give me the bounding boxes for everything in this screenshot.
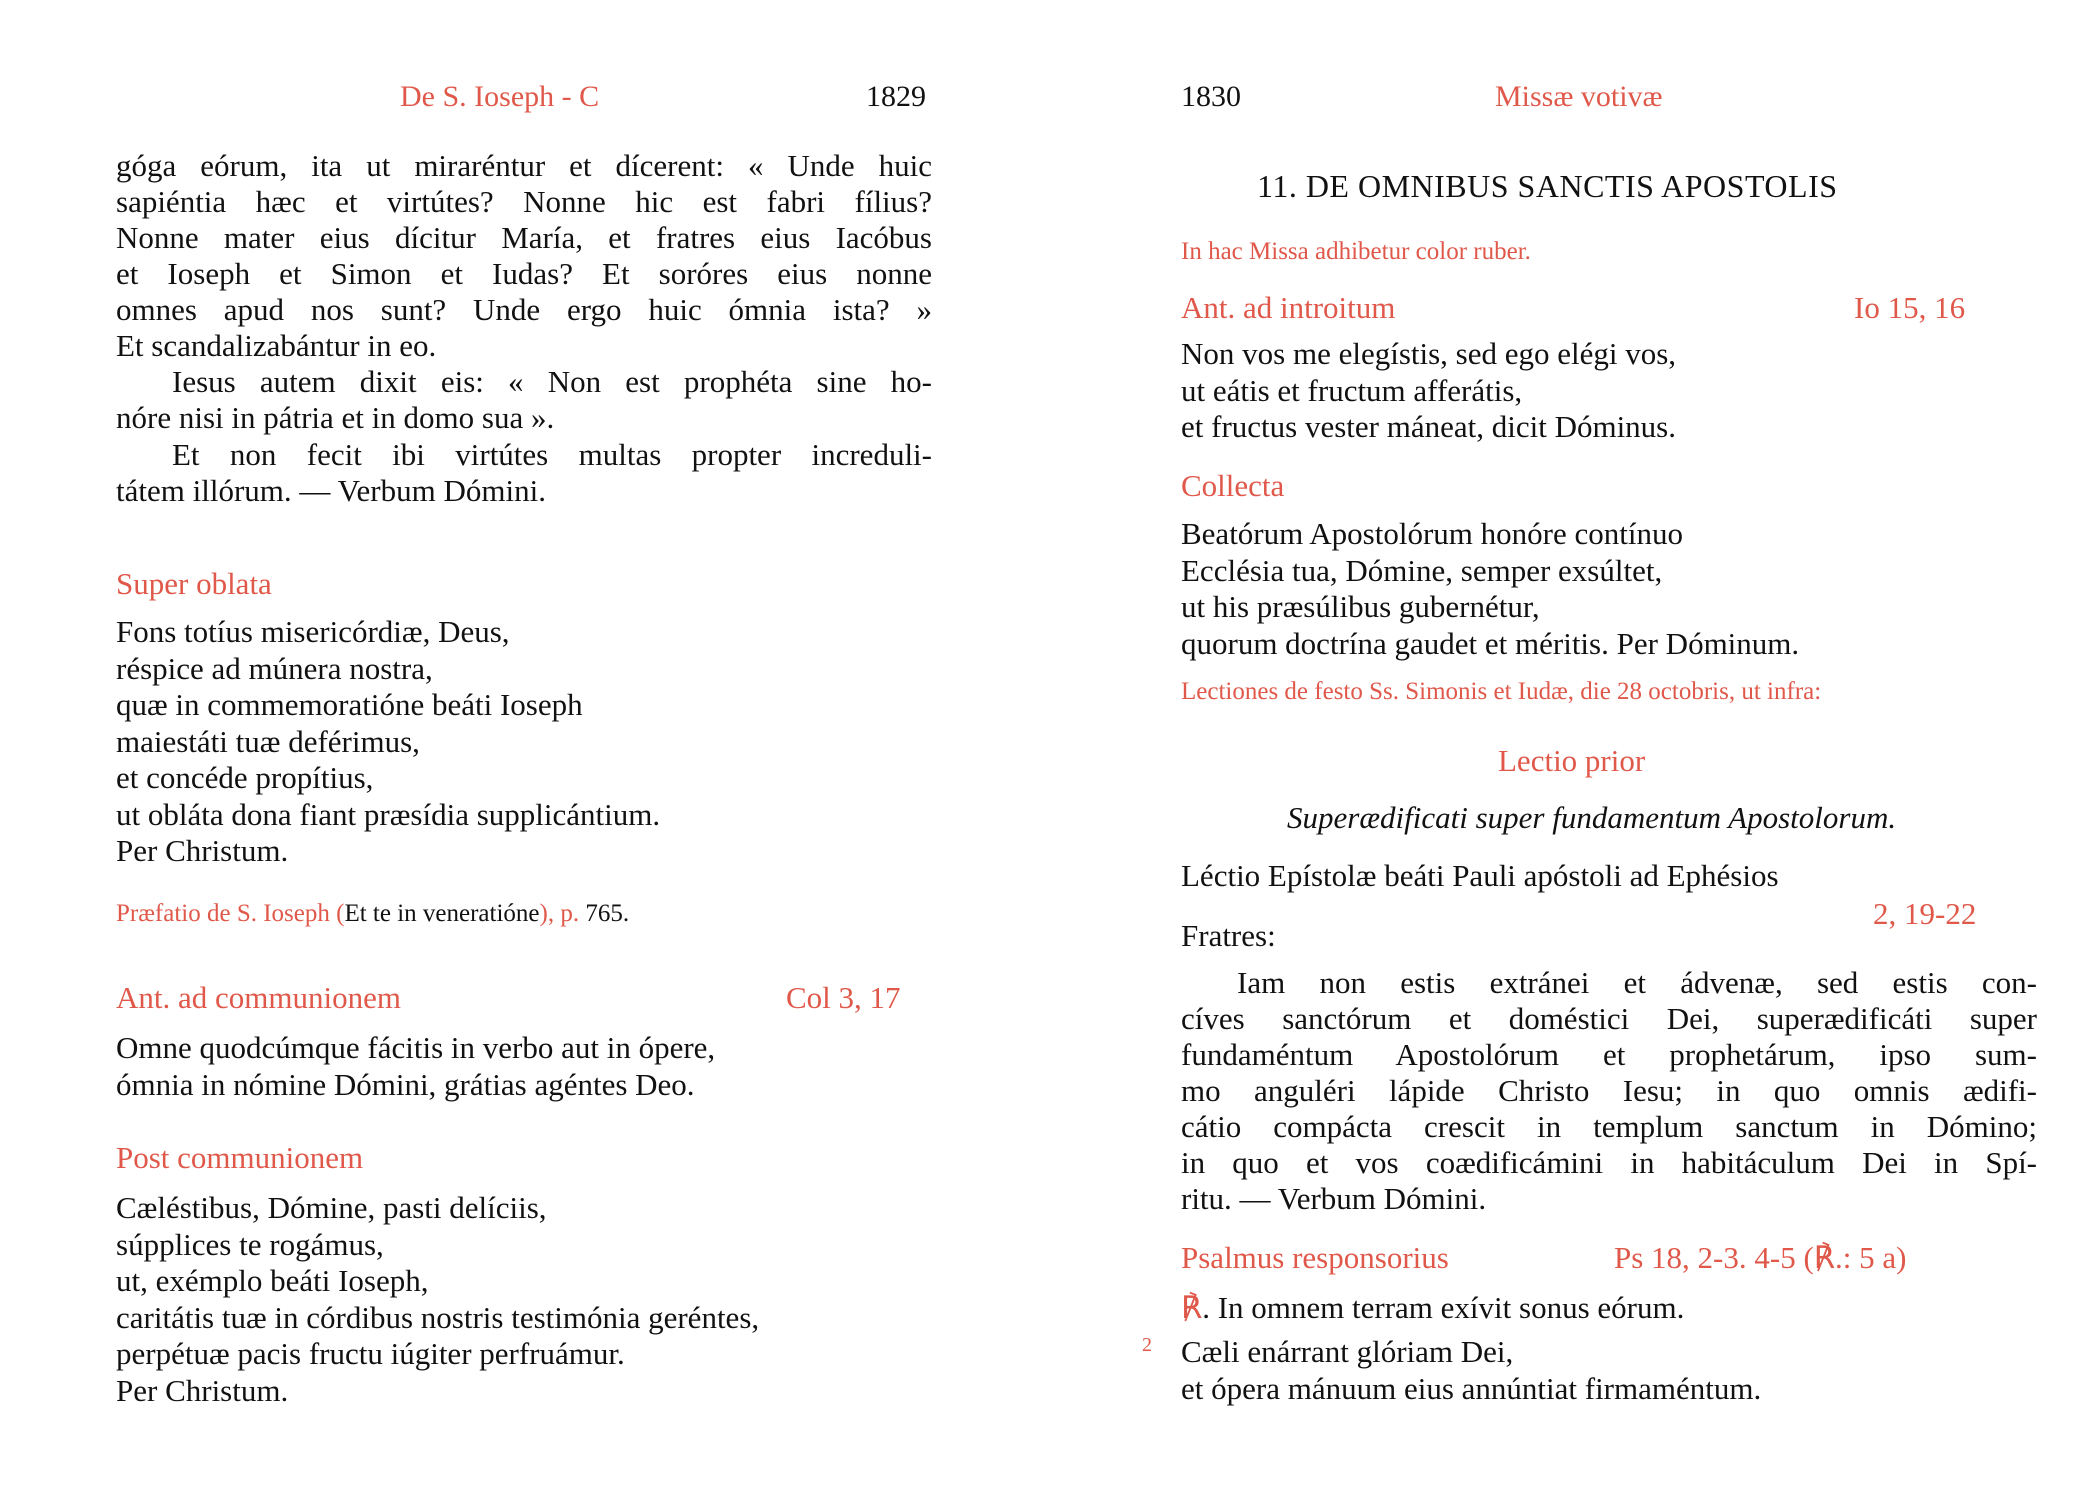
antiphon-line: Omne quodcúmque fácitis in verbo aut in ópere, — [116, 1030, 716, 1065]
lectio-line: Iam non estis extránei et ádvenæ, sed estis con- — [1237, 965, 2037, 1000]
lectio-greeting: Fratres: — [1181, 918, 1276, 953]
post-communionem-heading: Post communionem — [116, 1140, 364, 1175]
prayer-line: Per Christum. — [116, 833, 289, 868]
prayer-line: Cæléstibus, Dómine, pasti delíciis, — [116, 1190, 547, 1225]
antiphon-line: ut eátis et fructum afferátis, — [1181, 372, 1523, 408]
lectiones-rubric: Lectiones de festo Ss. Simonis et Iudæ, die 28 octobris, ut infra: — [1181, 678, 1822, 705]
antiphon-line: ómnia in nómine Dómini, grátias agéntes Deo. — [116, 1066, 695, 1102]
collecta-text — [1181, 516, 1799, 662]
prayer-line: Ecclésia tua, Dómine, semper exsúltet, — [1181, 552, 1663, 588]
prayer-line: ut, exémplo beáti Ioseph, — [116, 1263, 429, 1298]
praefatio-rubric — [116, 900, 629, 928]
post-communionem-text — [116, 1190, 759, 1409]
introit-heading: Ant. ad introitum — [1181, 290, 1396, 325]
lectio-reference: 2, 19-22 — [1873, 896, 1977, 931]
lectio-line: cátio compácta crescit in templum sanctum in Dómino; — [1181, 1109, 2037, 1144]
praefatio-middle: ), p. — [539, 900, 580, 927]
right-page — [1039, 0, 2078, 1500]
antiphon-line: Non vos me elegístis, sed ego elégi vos, — [1181, 336, 1677, 371]
praefatio-prefix: Præfatio de S. Ioseph ( — [116, 900, 345, 927]
antiphon-line: et fructus vester máneat, dicit Dóminus. — [1181, 409, 1677, 444]
response-symbol: ℟ — [1181, 1290, 1203, 1325]
praefatio-title: Et te in veneratióne — [344, 900, 540, 927]
running-header-title: De S. Ioseph - C — [400, 80, 600, 113]
page-number: 1829 — [866, 80, 926, 113]
running-header-title: Missæ votivæ — [1495, 80, 1663, 113]
color-rubric: In hac Missa adhibetur color ruber. — [1181, 238, 1531, 265]
lectio-line: fundaméntum Apostolórum et prophetárum, ipso sum- — [1181, 1037, 2037, 1072]
prayer-line: maiestáti tuæ deférimus, — [116, 723, 420, 759]
prayer-line: Beatórum Apostolórum honóre contínuo — [1181, 516, 1683, 551]
verse-line: Cæli enárrant glóriam Dei, — [1181, 1334, 1514, 1369]
super-oblata-heading: Super oblata — [116, 566, 272, 601]
gospel-line: góga eórum, ita ut miraréntur et dícerent: « Unde huic — [116, 148, 932, 183]
introit-reference: Io 15, 16 — [1854, 290, 1966, 325]
psalm-verse-text — [1181, 1334, 1761, 1407]
lectio-line-last: ritu. — Verbum Dómini. — [1181, 1181, 1487, 1216]
praefatio-page: 765. — [579, 900, 630, 927]
prayer-line: quæ in commemoratióne beáti Ioseph — [116, 687, 583, 722]
prayer-line: Per Christum. — [116, 1372, 289, 1408]
communion-antiphon-reference: Col 3, 17 — [786, 980, 901, 1015]
prayer-line: Fons totíus misericórdiæ, Deus, — [116, 614, 510, 649]
super-oblata-text — [116, 614, 660, 870]
gospel-paragraph-2 — [172, 364, 932, 400]
verse-line: et ópera mánuum eius annúntiat firmaméntum. — [1181, 1370, 1762, 1406]
communion-antiphon-text — [116, 1030, 715, 1103]
lectio-subtitle: Superædificati super fundamentum Apostolorum. — [1287, 800, 1897, 835]
lectio-text-block — [1181, 965, 2037, 1181]
gospel-line-last: Et scandalizabántur in eo. — [116, 328, 437, 363]
psalmus-heading: Psalmus responsorius — [1181, 1240, 1449, 1275]
lectio-line: mo anguléri lápide Christo Iesu; in quo omnis ædifi- — [1181, 1073, 2037, 1108]
introit-text — [1181, 336, 1676, 446]
prayer-line: perpétuæ pacis fructu iúgiter perfruámur. — [116, 1336, 625, 1371]
gospel-line: Et non fecit ibi virtútes multas propter increduli- — [172, 437, 932, 472]
gospel-line-last: tátem illórum. — Verbum Dómini. — [116, 473, 546, 508]
mass-title: 11. DE OMNIBUS SANCTIS APOSTOLIS — [1257, 168, 1838, 204]
gospel-line-last: nóre nisi in pátria et in domo sua ». — [116, 400, 555, 435]
prayer-line: ut obláta dona fiant præsídia supplicántium. — [116, 796, 661, 832]
lectio-prior-heading: Lectio prior — [1498, 743, 1646, 778]
gospel-text-block — [116, 148, 932, 328]
psalmus-reference-suffix: .: 5 a) — [1835, 1240, 1907, 1275]
gospel-paragraph-3 — [172, 437, 932, 473]
gospel-line: Iesus autem dixit eis: « Non est prophéta sine ho- — [172, 364, 932, 399]
verse-number: 2 — [1142, 1334, 1152, 1356]
prayer-line: súpplices te rogámus, — [116, 1226, 384, 1262]
prayer-line: caritátis tuæ in córdibus nostris testimónia geréntes, — [116, 1299, 760, 1335]
page-number: 1830 — [1181, 80, 1241, 113]
prayer-line: réspice ad múnera nostra, — [116, 650, 433, 686]
collecta-heading: Collecta — [1181, 468, 1285, 503]
prayer-line: quorum doctrína gaudet et méritis. Per Dóminum. — [1181, 625, 1800, 661]
psalmus-reference — [1614, 1240, 1906, 1276]
prayer-line: et concéde propítius, — [116, 760, 374, 795]
gospel-line: sapiéntia hæc et virtútes? Nonne hic est fabri fílius? — [116, 184, 932, 219]
gospel-line: omnes apud nos sunt? Unde ergo huic ómnia ista? » — [116, 292, 932, 327]
response-text: . In omnem terram exívit sonus eórum. — [1202, 1290, 1685, 1325]
communion-antiphon-heading: Ant. ad communionem — [116, 980, 401, 1015]
gospel-line: et Ioseph et Simon et Iudas? Et soróres eius nonne — [116, 256, 932, 291]
psalm-response-line — [1181, 1290, 1684, 1326]
response-symbol: ℟ — [1813, 1240, 1835, 1275]
lectio-source: Léctio Epístolæ beáti Pauli apóstoli ad Ephésios — [1181, 858, 1779, 893]
lectio-line: cíves sanctórum et doméstici Dei, superædificáti super — [1181, 1001, 2037, 1036]
gospel-line: Nonne mater eius dícitur María, et fratres eius Iacóbus — [116, 220, 932, 255]
prayer-line: ut his præsúlibus gubernétur, — [1181, 589, 1540, 624]
lectio-line: in quo et vos coædificámini in habitáculum Dei in Spí- — [1181, 1145, 2037, 1180]
psalmus-reference-prefix: Ps 18, 2-3. 4-5 ( — [1614, 1240, 1814, 1275]
